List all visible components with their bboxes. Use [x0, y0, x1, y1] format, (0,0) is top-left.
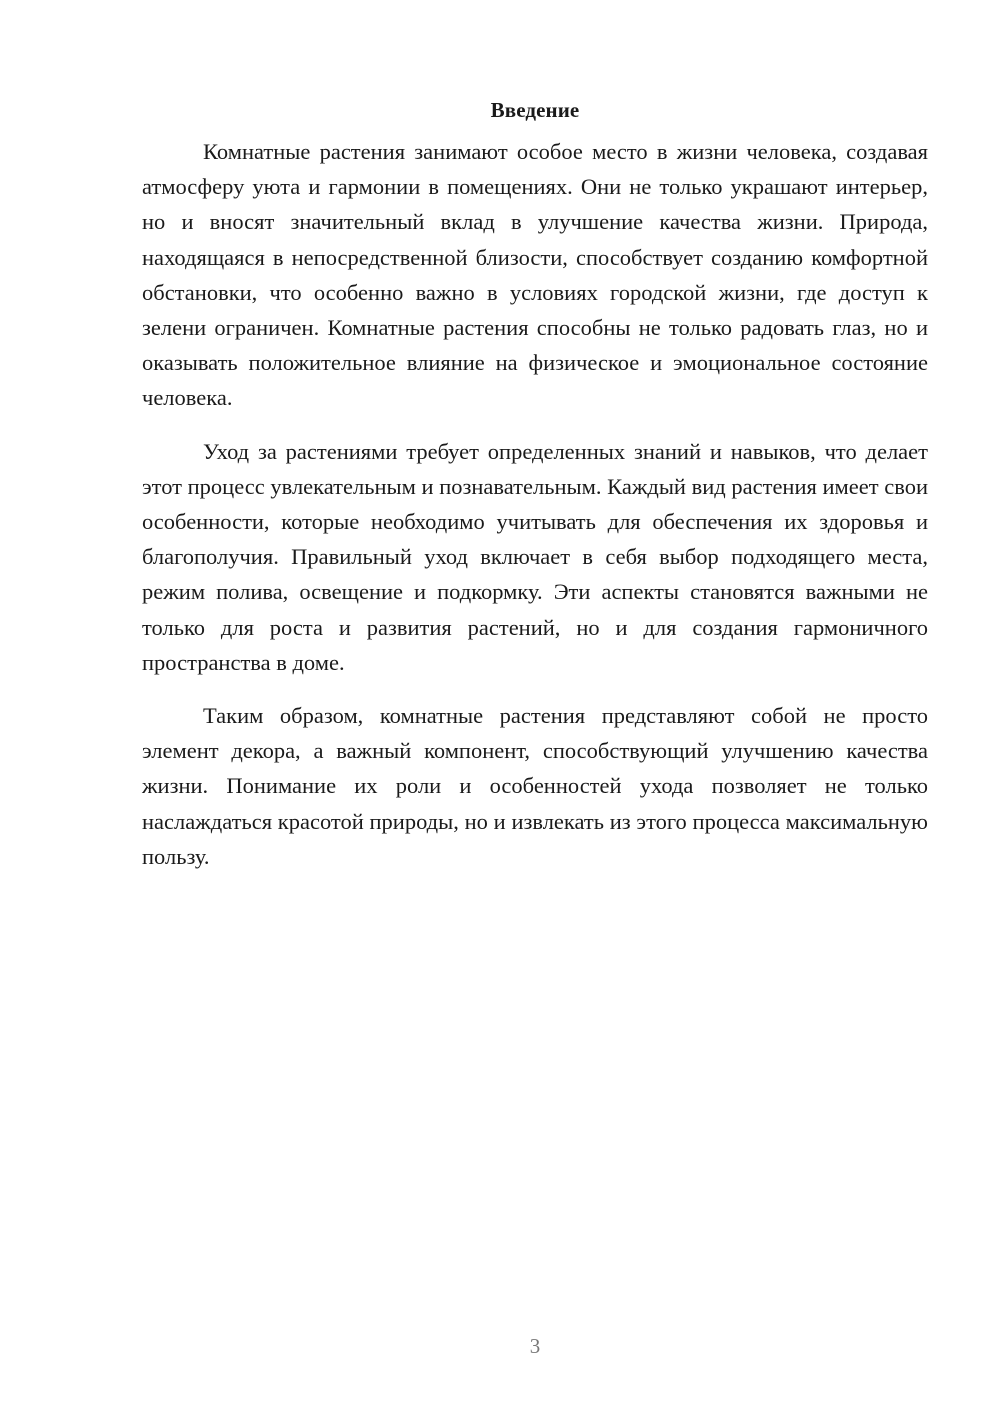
page-content — [142, 92, 928, 892]
paragraph-1: Комнатные растения занимают особое место в жизни человека, создавая атмосферу уюта и гармонии в помещениях. Они не только украшают интерьер, но и вносят значительный вклад в улучшение качества жизни. Природа, находящаяся в непосредственной близости, способствует созданию комфортной обстановки, что особенно важно в условиях городской жизни, где доступ к зелени ограничен. Комнатные растения способны не только радовать глаз, но и оказывать положительное влияние на физическое и эмоциональное состояние человека. — [142, 139, 928, 411]
paragraph-2: Уход за растениями требует определенных знаний и навыков, что делает этот процесс увлекательным и познавательным. Каждый вид растения имеет свои особенности, которые необходимо учитывать для обеспечения их здоровья и благополучия. Правильный уход включает в себя выбор подходящего места, режим полива, освещение и подкормку. Эти аспекты становятся важными не только для роста и развития растений, но и для создания гармоничного пространства в доме. — [142, 438, 928, 675]
paragraph-3: Таким образом, комнатные растения представляют собой не просто элемент декора, а важный компонент, способствующий улучшению качества жизни. Понимание их роли и особенностей ухода позволяет не только наслаждаться красотой природы, но и извлекать из этого процесса максимальную пользу. — [142, 703, 928, 869]
section-heading: Введение — [490, 98, 580, 122]
page-number: 3 — [529, 1334, 541, 1358]
